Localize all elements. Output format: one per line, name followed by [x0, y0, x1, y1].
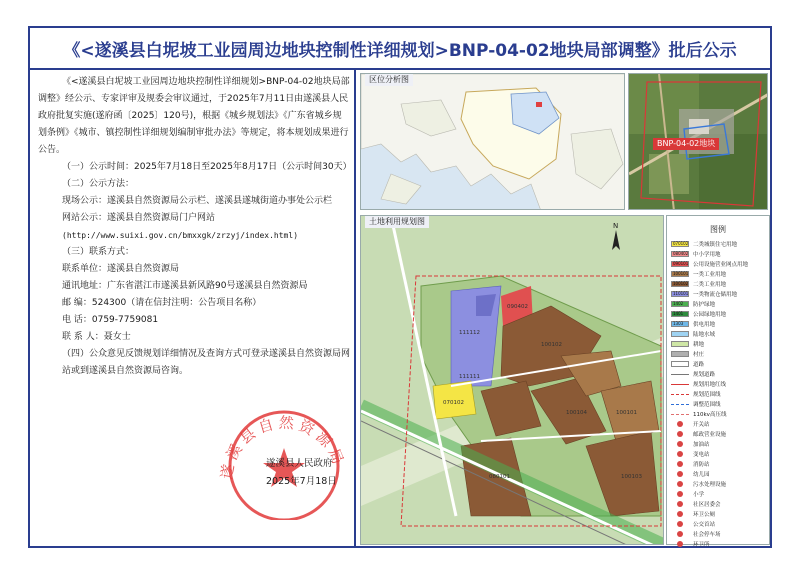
legend-item [671, 279, 769, 289]
legend-code: 080402 [673, 251, 689, 256]
legend-code: 1401 [673, 311, 684, 316]
legend-label: 道路 [693, 362, 705, 368]
map-legend [666, 215, 770, 548]
legend-item [671, 269, 769, 279]
location-analysis-map [360, 73, 625, 210]
plot-label: 111112 [459, 330, 480, 336]
legend-swatch [671, 341, 689, 347]
legend-swatch [677, 441, 683, 447]
legend-swatch [671, 374, 689, 375]
legend-label: 调整范围线 [693, 402, 721, 408]
legend-swatch [671, 281, 689, 287]
stamp-text: 遂溪县自然资源局 [217, 413, 349, 481]
legend-label: 社会停车场 [693, 532, 721, 538]
legend-swatch [671, 301, 689, 307]
legend-swatch [677, 481, 683, 487]
site-label: BNP-04-02地块 [653, 138, 719, 150]
legend-swatch [671, 394, 689, 395]
legend-label: 邮政营业设施 [693, 432, 727, 438]
legend-label: 防护绿地 [693, 302, 716, 308]
legend-label: 一类物流仓储用地 [693, 292, 738, 298]
publicity-method-heading: （二）公示方法： [62, 179, 135, 189]
legend-swatch [671, 404, 689, 405]
plot-label: 100101 [616, 410, 637, 416]
legend-label: 供电用地 [693, 322, 716, 328]
legend-label: 规划范围线 [693, 392, 721, 398]
legend-item [671, 419, 769, 429]
legend-code: 090101 [673, 261, 689, 266]
legend-swatch [677, 421, 683, 427]
legend-list [667, 239, 769, 549]
legend-item [671, 529, 769, 539]
contact-phone: 电 话：0759-7759081 [62, 315, 159, 325]
legend-swatch [671, 251, 689, 257]
intro-paragraph: 《<遂溪县白坭坡工业园周边地块控制性详细规划>BNP-04-02地块局部调整》经公示、专家评审及规委会审议通过，于2025年7月11日由遂溪县人民政府批复实施(遂府函〔2025〕120号)，根据《城乡规划法》《广东省城乡规划条例》《城市、镇控制性详细规划编制审批办法》等规定，将本规划成果进行公告。 [38, 77, 350, 155]
legend-label: 加油站 [693, 442, 710, 448]
publicity-period: （一）公示时间：2025年7月18日至2025年8月17日（公示时间30天） [62, 162, 352, 172]
legend-label: 规划道路 [693, 372, 716, 378]
legend-swatch [671, 331, 689, 337]
legend-label: 村庄 [693, 352, 705, 358]
legend-swatch [671, 261, 689, 267]
legend-item [671, 439, 769, 449]
legend-item [671, 519, 769, 529]
legend-item [671, 249, 769, 259]
legend-item [671, 409, 769, 419]
legend-label: 一类工业用地 [693, 272, 727, 278]
legend-item [671, 459, 769, 469]
legend-label: 公用设施营业网点用地 [693, 262, 749, 268]
legend-swatch [677, 501, 683, 507]
legend-swatch [677, 451, 683, 457]
contact-heading: （三）联系方式： [62, 247, 135, 257]
legend-label: 社区居委会 [693, 502, 721, 508]
web-url-link[interactable]: (http://www.suixi.gov.cn/bmxxgk/zrzyj/index.html) [62, 231, 299, 240]
legend-item [671, 429, 769, 439]
location-map-label: 区位分析图 [365, 74, 413, 86]
legend-item [671, 499, 769, 509]
legend-swatch [671, 311, 689, 317]
plot-label: 111111 [459, 374, 480, 380]
legend-item [671, 449, 769, 459]
legend-label: 二类工业用地 [693, 282, 727, 288]
legend-swatch [671, 241, 689, 247]
legend-item [671, 359, 769, 369]
legend-label: 110kv高压线 [693, 412, 727, 418]
legend-title: 图例 [710, 225, 726, 234]
legend-label: 耕地 [693, 342, 705, 348]
legend-label: 环卫公厕 [693, 512, 716, 518]
legend-swatch [671, 291, 689, 297]
legend-item [671, 379, 769, 389]
legend-label: 二类城镇住宅用地 [693, 242, 738, 248]
legend-swatch [671, 361, 689, 367]
legend-item [671, 339, 769, 349]
page-title: 《<遂溪县白坭坡工业园周边地块控制性详细规划>BNP-04-02地块局部调整》批后公示 [63, 40, 737, 61]
onsite-publicity: 现场公示：遂溪县自然资源局公示栏、遂溪县遂城街道办事处公示栏 [62, 196, 333, 206]
legend-item [671, 319, 769, 329]
issuing-authority: 遂溪县人民政府 [266, 458, 333, 469]
legend-swatch [677, 491, 683, 497]
legend-swatch [677, 541, 683, 547]
legend-item [671, 349, 769, 359]
legend-item [671, 309, 769, 319]
legend-item [671, 399, 769, 409]
legend-label: 开关站 [693, 422, 710, 428]
legend-label: 变电站 [693, 452, 710, 458]
legend-code: 100102 [673, 281, 689, 286]
plot-label: 100104 [566, 410, 587, 416]
plot-label: 100103 [621, 474, 642, 480]
legend-code: 100101 [673, 271, 689, 276]
plot-label: 080101 [489, 474, 510, 480]
satellite-map [628, 73, 768, 210]
legend-code: 1402 [673, 301, 684, 306]
contact-person: 联 系 人：聂女士 [62, 332, 131, 342]
legend-swatch [677, 531, 683, 537]
legend-swatch [671, 271, 689, 277]
legend-item [671, 289, 769, 299]
legend-label: 小学 [693, 492, 705, 498]
legend-swatch [677, 431, 683, 437]
legend-item [671, 489, 769, 499]
legend-swatch [677, 521, 683, 527]
feedback-info: （四）公众意见反馈规划详细情况及查询方式可登录遂溪县自然资源局网站或到遂溪县自然资源局咨询。 [62, 349, 351, 376]
legend-swatch [671, 351, 689, 357]
legend-swatch [677, 461, 683, 467]
announcement-title-bar [28, 26, 772, 70]
legend-label: 规划用地红线 [693, 382, 727, 388]
contact-address: 通讯地址：广东省湛江市遂溪县新风路90号遂溪县自然资源局 [62, 281, 308, 291]
plot-label: 090402 [507, 304, 528, 310]
legend-label: 陆地水域 [693, 332, 716, 338]
contact-unit: 联系单位：遂溪县自然资源局 [62, 264, 180, 274]
legend-label: 公交首站 [693, 522, 716, 528]
svg-text:N: N [613, 222, 619, 230]
legend-label: 公园绿地用地 [693, 312, 727, 318]
legend-label: 消防站 [693, 462, 710, 468]
legend-item [671, 479, 769, 489]
plot-label: 070102 [443, 400, 464, 406]
legend-item [671, 389, 769, 399]
legend-item [671, 509, 769, 519]
plot-label: 100102 [541, 342, 562, 348]
legend-item [671, 329, 769, 339]
legend-item [671, 469, 769, 479]
legend-swatch [671, 321, 689, 327]
legend-item [671, 539, 769, 549]
legend-swatch [677, 511, 683, 517]
legend-code: 070102 [673, 241, 689, 246]
legend-code: 110101 [673, 291, 689, 296]
issue-date: 2025年7月18日 [266, 476, 337, 487]
legend-swatch [677, 471, 683, 477]
legend-label: 中小学用地 [693, 252, 721, 258]
legend-swatch [671, 384, 689, 385]
legend-item [671, 239, 769, 249]
land-use-map-label: 土地利用规划图 [365, 216, 429, 228]
legend-item [671, 299, 769, 309]
legend-label: 环卫所 [693, 542, 710, 548]
legend-item [671, 369, 769, 379]
legend-item [671, 259, 769, 269]
legend-swatch [671, 414, 689, 415]
legend-code: 1303 [673, 321, 684, 326]
legend-label: 污水处理设施 [693, 482, 727, 488]
web-publicity: 网站公示：遂溪县自然资源局门户网站 [62, 213, 216, 223]
legend-label: 幼儿园 [693, 472, 710, 478]
land-use-plan-map [360, 215, 664, 545]
contact-postcode: 邮 编：524300（请在信封注明：公告项目名称） [62, 298, 262, 308]
